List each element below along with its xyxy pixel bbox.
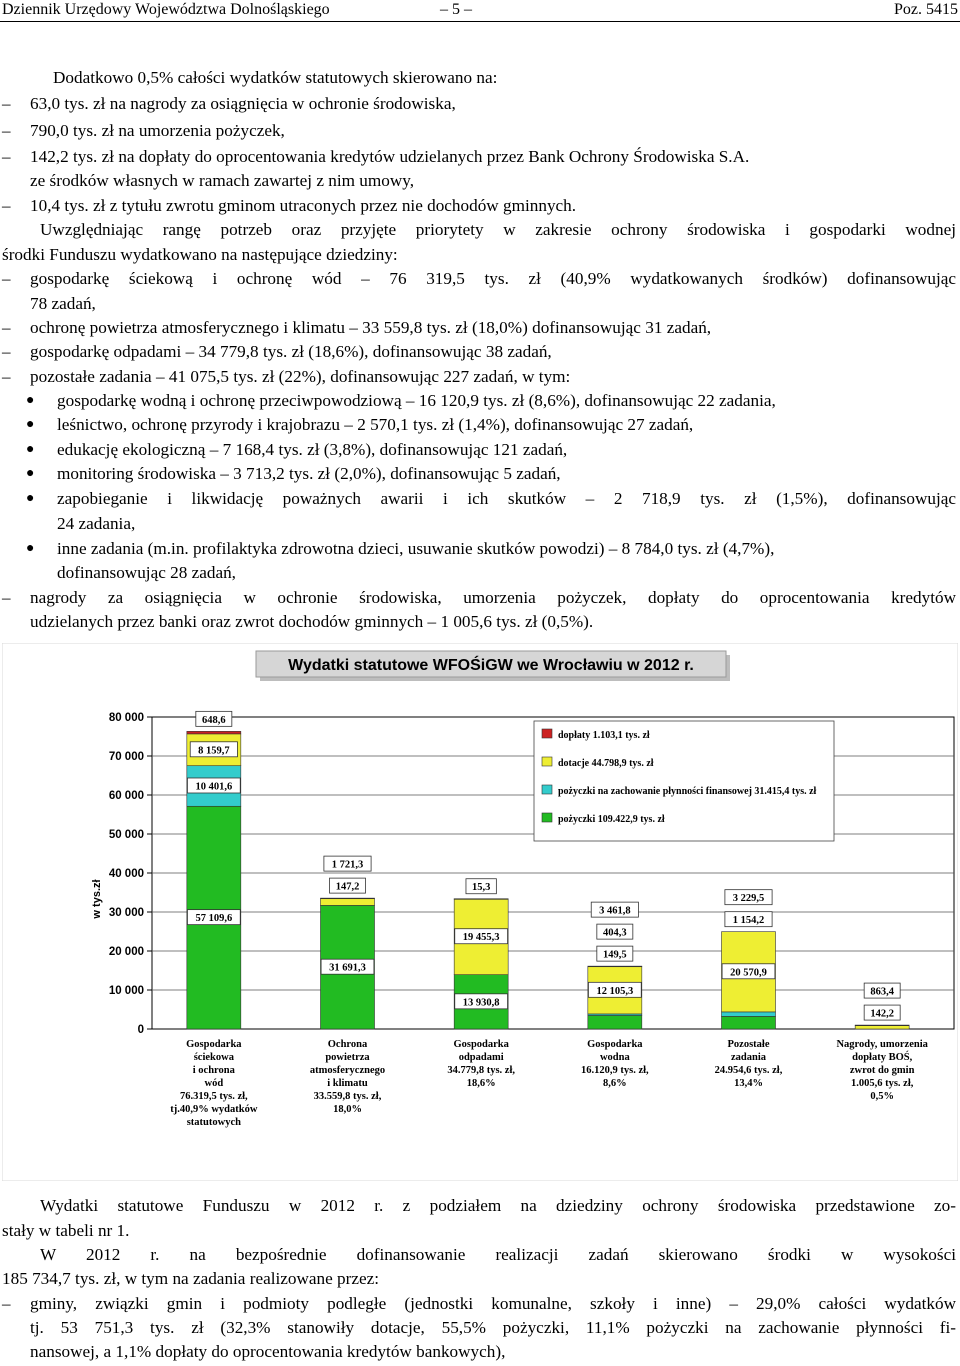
page-header bbox=[0, 0, 960, 22]
funding-paragraph: W 2012 r. na bezpośrednie dofinansowanie realizacji zadań skierowano środki w wysokości bbox=[40, 1245, 956, 1264]
legend-entry: pożyczki na zachowanie płynności finansowej 31.415,4 tys. zł bbox=[558, 786, 817, 797]
journal-title: Dziennik Urzędowy Województwa Dolnośląskiego bbox=[2, 1, 330, 18]
category-label: i ochrona bbox=[192, 1065, 235, 1076]
list-item: 142,2 tys. zł na dopłaty do oprocentowania kredytów udzielanych przez Bank Ochrony Środowiska S.A. bbox=[30, 147, 750, 166]
y-tick-label: 0 bbox=[137, 1024, 144, 1036]
data-label: 20 570,9 bbox=[730, 967, 767, 979]
chart-svg bbox=[2, 643, 958, 1181]
bar-segment bbox=[454, 899, 508, 900]
header-rule bbox=[0, 21, 960, 22]
bullet-marker: ● bbox=[26, 466, 35, 481]
data-label: 3 461,8 bbox=[599, 905, 631, 917]
priorities-paragraph-continuation: środki Funduszu wydatkowano na następujące dziedziny: bbox=[2, 245, 398, 264]
data-label: 3 229,5 bbox=[732, 893, 765, 905]
legend-swatch bbox=[542, 729, 552, 738]
bullet-marker: ● bbox=[26, 393, 35, 408]
category-label: 18,6% bbox=[466, 1078, 496, 1089]
sub-item: gospodarkę wodną i ochronę przeciwpowodziową – 16 120,9 tys. zł (8,6%), dofinansowując 22 zadania, bbox=[57, 391, 776, 410]
bar-segment bbox=[187, 731, 241, 734]
priorities-paragraph: Uwzględniając rangę potrzeb oraz przyjęte priorytety w zakresie ochrony środowiska i gospodarki wodnej bbox=[40, 220, 956, 239]
bar-segment bbox=[588, 966, 642, 967]
category-label: 8,6% bbox=[603, 1078, 627, 1089]
category-label: i klimatu bbox=[327, 1078, 368, 1089]
data-label: 15,3 bbox=[471, 882, 491, 894]
dash-marker: – bbox=[2, 367, 11, 386]
legend-entry: pożyczki 109.422,9 tys. zł bbox=[558, 814, 665, 825]
category-label: ściekowa bbox=[193, 1052, 234, 1063]
bullet-marker: ● bbox=[26, 491, 35, 506]
dash-marker: – bbox=[2, 147, 11, 166]
category-label: Gospodarka bbox=[453, 1039, 509, 1050]
domain-item: gospodarkę odpadami – 34 779,8 tys. zł (18,6%), dofinansowując 38 zadań, bbox=[30, 342, 552, 361]
bar-segment bbox=[588, 1015, 642, 1029]
category-label: wód bbox=[204, 1078, 224, 1089]
list-item-continuation: ze środków własnych w ramach zawartej z nim umowy, bbox=[30, 171, 415, 190]
dash-marker: – bbox=[2, 1294, 11, 1313]
y-tick-label: 40 000 bbox=[108, 868, 144, 880]
recipient-item-continuation: nansowej, a 1,1% dopłaty do oprocentowania kredytów bankowych), bbox=[30, 1342, 506, 1361]
category-label: 18,0% bbox=[333, 1104, 362, 1115]
bullet-marker: ● bbox=[26, 417, 35, 432]
sub-item-continuation: dofinansowując 28 zadań, bbox=[57, 563, 236, 582]
category-label: Pozostałe bbox=[727, 1039, 770, 1050]
chart-title: Wydatki statutowe WFOŚiGW we Wrocławiu w 2012 r. bbox=[288, 657, 694, 674]
dash-marker: – bbox=[2, 342, 11, 361]
intro-paragraph: Dodatkowo 0,5% całości wydatków statutowych skierowano na: bbox=[53, 68, 498, 87]
domain-item: ochronę powietrza atmosferycznego i klimatu – 33 559,8 tys. zł (18,0%) dofinansowując 31 zadań, bbox=[30, 318, 712, 337]
category-label: zadania bbox=[730, 1052, 767, 1063]
recipient-item-continuation: tj. 53 751,3 tys. zł (32,3% stanowiły dotacje, 55,5% pożyczki, 11,1% pożyczki na zachowanie płynności fi- bbox=[30, 1318, 956, 1337]
legend-swatch bbox=[542, 757, 552, 766]
bar-segment bbox=[855, 1025, 909, 1026]
data-label: 404,3 bbox=[603, 927, 627, 939]
table-reference-continuation: stały w tabeli nr 1. bbox=[2, 1221, 130, 1240]
category-label: 24.954,6 tys. zł, bbox=[714, 1065, 783, 1076]
domain-item: gospodarkę ściekową i ochronę wód – 76 319,5 tys. zł (40,9% wydatkowanych środków) dofinansowując bbox=[30, 269, 956, 288]
legend-swatch bbox=[542, 813, 552, 822]
position-number: Poz. 5415 bbox=[894, 1, 958, 18]
sub-item-continuation: 24 zadania, bbox=[57, 514, 136, 533]
domain-item: nagrody za osiągnięcia w ochronie środowiska, umorzenia pożyczek, dopłaty do oprocentowania kredytów bbox=[30, 588, 956, 607]
dash-marker: – bbox=[2, 94, 11, 113]
category-label: 33.559,8 tys. zł, bbox=[313, 1091, 382, 1102]
category-label: tj.40,9% wydatków bbox=[170, 1104, 258, 1115]
category-label: 0,5% bbox=[870, 1091, 894, 1102]
category-label: dopłaty BOŚ, bbox=[852, 1052, 913, 1063]
y-tick-label: 50 000 bbox=[108, 829, 144, 841]
domain-item: pozostałe zadania – 41 075,5 tys. zł (22%), dofinansowując 227 zadań, w tym: bbox=[30, 367, 571, 386]
y-tick-label: 10 000 bbox=[108, 985, 144, 997]
data-label: 1 154,2 bbox=[732, 915, 765, 927]
category-label: odpadami bbox=[458, 1052, 504, 1063]
y-tick-label: 60 000 bbox=[108, 790, 144, 802]
domain-item-continuation: udzielanych przez banki oraz zwrot dochodów gminnych – 1 005,6 tys. zł (0,5%). bbox=[30, 612, 594, 631]
category-label: 1.005,6 tys. zł, bbox=[850, 1078, 914, 1089]
bullet-marker: ● bbox=[26, 541, 35, 556]
category-label: 76.319,5 tys. zł, bbox=[179, 1091, 248, 1102]
data-label: 12 105,3 bbox=[596, 985, 634, 997]
sub-item: inne zadania (m.in. profilaktyka zdrowotna dzieci, usuwanie skutków powodzi) – 8 784,0 tys. zł (4,7%), bbox=[57, 539, 775, 558]
category-label: Gospodarka bbox=[186, 1039, 242, 1050]
data-label: 13 930,8 bbox=[462, 997, 500, 1009]
category-label: Gospodarka bbox=[587, 1039, 643, 1050]
list-item: 63,0 tys. zł na nagrody za osiągnięcia w ochronie środowiska, bbox=[30, 94, 456, 113]
data-label: 1 721,3 bbox=[331, 859, 364, 871]
bar-segment bbox=[855, 1026, 909, 1029]
legend-entry: dotacje 44.798,9 tys. zł bbox=[558, 758, 654, 769]
bar-segment bbox=[321, 898, 375, 899]
funding-paragraph-continuation: 185 734,7 tys. zł, w tym na zadania realizowane przez: bbox=[2, 1269, 380, 1288]
category-label: 34.779,8 tys. zł, bbox=[447, 1065, 516, 1076]
y-tick-label: 70 000 bbox=[108, 751, 144, 763]
recipient-item: gminy, związki gmin i podmioty podległe (jednostki komunalne, szkoły i inne) – 29,0% całości wydatków bbox=[30, 1294, 956, 1313]
bar-segment bbox=[722, 1016, 776, 1029]
legend-entry: dopłaty 1.103,1 tys. zł bbox=[558, 730, 650, 741]
page-number: – 5 – bbox=[440, 1, 472, 18]
list-item: 10,4 tys. zł z tytułu zwrotu gminom utraconych przez nie dochodów gminnych. bbox=[30, 196, 577, 215]
data-label: 648,6 bbox=[202, 714, 226, 726]
data-label: 31 691,3 bbox=[329, 962, 366, 974]
legend-swatch bbox=[542, 785, 552, 794]
expenditure-chart bbox=[2, 643, 958, 1181]
data-label: 142,2 bbox=[870, 1008, 894, 1020]
table-reference-paragraph: Wydatki statutowe Funduszu w 2012 r. z podziałem na dziedziny ochrony środowiska przedstawione zo- bbox=[40, 1196, 956, 1215]
sub-item: leśnictwo, ochronę przyrody i krajobrazu – 2 570,1 tys. zł (1,4%), dofinansowując 27 zadań, bbox=[57, 415, 694, 434]
bar-segment bbox=[321, 899, 375, 906]
category-label: wodna bbox=[599, 1052, 630, 1063]
sub-item: zapobieganie i likwidację poważnych awarii i ich skutków – 2 718,9 tys. zł (1,5%), dofinansowując bbox=[57, 489, 956, 508]
data-label: 147,2 bbox=[335, 881, 360, 893]
sub-item: monitoring środowiska – 3 713,2 tys. zł (2,0%), dofinansowując 5 zadań, bbox=[57, 464, 561, 483]
data-label: 10 401,6 bbox=[195, 781, 233, 793]
dash-marker: – bbox=[2, 318, 11, 337]
data-label: 149,5 bbox=[603, 949, 627, 961]
dash-marker: – bbox=[2, 588, 11, 607]
data-label: 57 109,6 bbox=[195, 913, 233, 925]
y-tick-label: 20 000 bbox=[108, 946, 144, 958]
category-label: powietrza bbox=[325, 1052, 370, 1063]
y-tick-label: 30 000 bbox=[108, 907, 144, 919]
bullet-marker: ● bbox=[26, 442, 35, 457]
category-label: atmosferycznego bbox=[309, 1065, 386, 1076]
dash-marker: – bbox=[2, 196, 11, 215]
list-item: 790,0 tys. zł na umorzenia pożyczek, bbox=[30, 121, 285, 140]
dash-marker: – bbox=[2, 121, 11, 140]
category-label: 16.120,9 tys. zł, bbox=[580, 1065, 649, 1076]
dash-marker: – bbox=[2, 269, 11, 288]
category-label: Ochrona bbox=[327, 1039, 368, 1050]
data-label: 863,4 bbox=[870, 986, 894, 998]
chart-legend bbox=[534, 721, 834, 841]
y-tick-label: 80 000 bbox=[108, 712, 144, 724]
data-label: 8 159,7 bbox=[198, 745, 230, 757]
y-axis-title: w tys.zł bbox=[91, 879, 103, 919]
bar-segment bbox=[722, 1012, 776, 1017]
category-label: Nagrody, umorzenia bbox=[836, 1039, 928, 1050]
category-label: statutowych bbox=[186, 1117, 241, 1128]
domain-item-continuation: 78 zadań, bbox=[30, 294, 96, 313]
data-label: 19 455,3 bbox=[462, 932, 500, 944]
category-label: 13,4% bbox=[734, 1078, 763, 1089]
sub-item: edukację ekologiczną – 7 168,4 tys. zł (3,8%), dofinansowując 121 zadań, bbox=[57, 440, 568, 459]
category-label: zwrot do gmin bbox=[849, 1065, 915, 1076]
